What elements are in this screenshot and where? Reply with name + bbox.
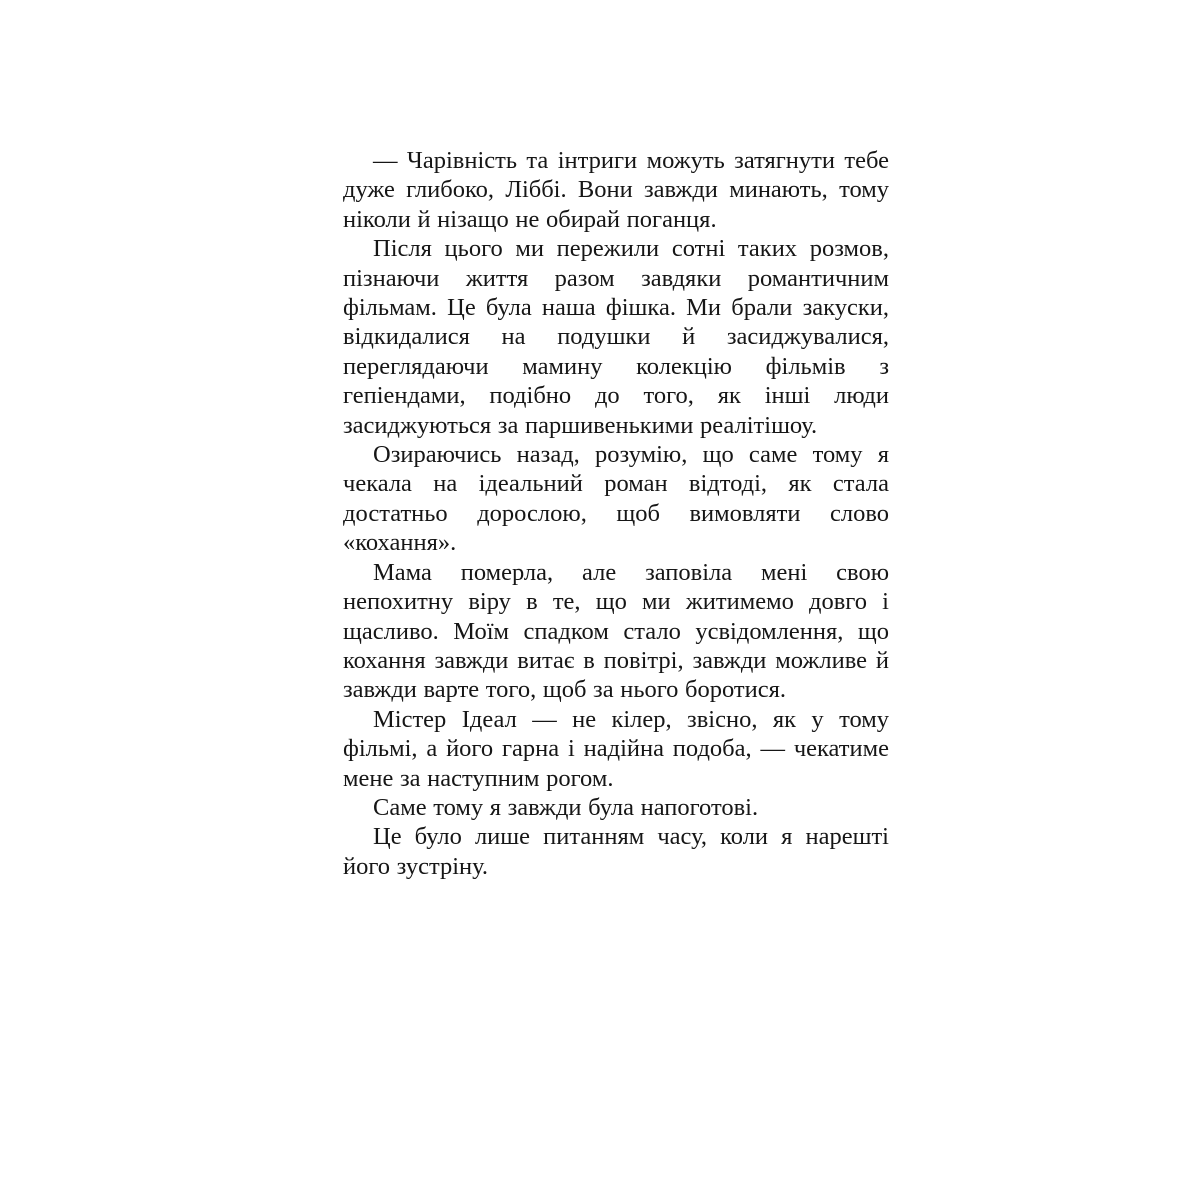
text-block: [343, 146, 889, 881]
paragraph-3: Озираючись назад, розумію, що саме тому я чекала на ідеальний роман відтоді, як стала достатньо дорослою, щоб вимовляти слово «кохання».: [343, 441, 889, 557]
paragraph-4: Мама померла, але заповіла мені свою непохитну віру в те, що ми житимемо довго і щасливо. Моїм спадком стало усвідомлення, що кохання завжди витає в повітрі, завжди можливе й завжди варте того, щоб за нього боротися.: [343, 558, 889, 704]
paragraph-5: Містер Ідеал — не кілер, звісно, як у тому фільмі, а його гарна і надійна подоба, — чекатиме мене за наступним рогом.: [343, 705, 889, 792]
paragraph-1: — Чарівність та інтриги можуть затягнути тебе дуже глибоко, Ліббі. Вони завжди минають, тому ніколи й нізащо не обирай поганця.: [343, 147, 889, 233]
paragraph-2: Після цього ми пережили сотні таких розмов, пізнаючи життя разом завдяки романтичним фільмам. Це була наша фішка. Ми брали закуски, відкидалися на подушки й засиджувалися, переглядаючи мамину колекцію фільмів з гепіендами, подібно до того, як інші люди засиджуються за паршивенькими реалітішоу.: [343, 235, 889, 439]
paragraph-7: Це було лише питанням часу, коли я нарешті його зустріну.: [343, 823, 889, 880]
paragraph-6: Саме тому я завжди була напоготові.: [373, 793, 759, 821]
